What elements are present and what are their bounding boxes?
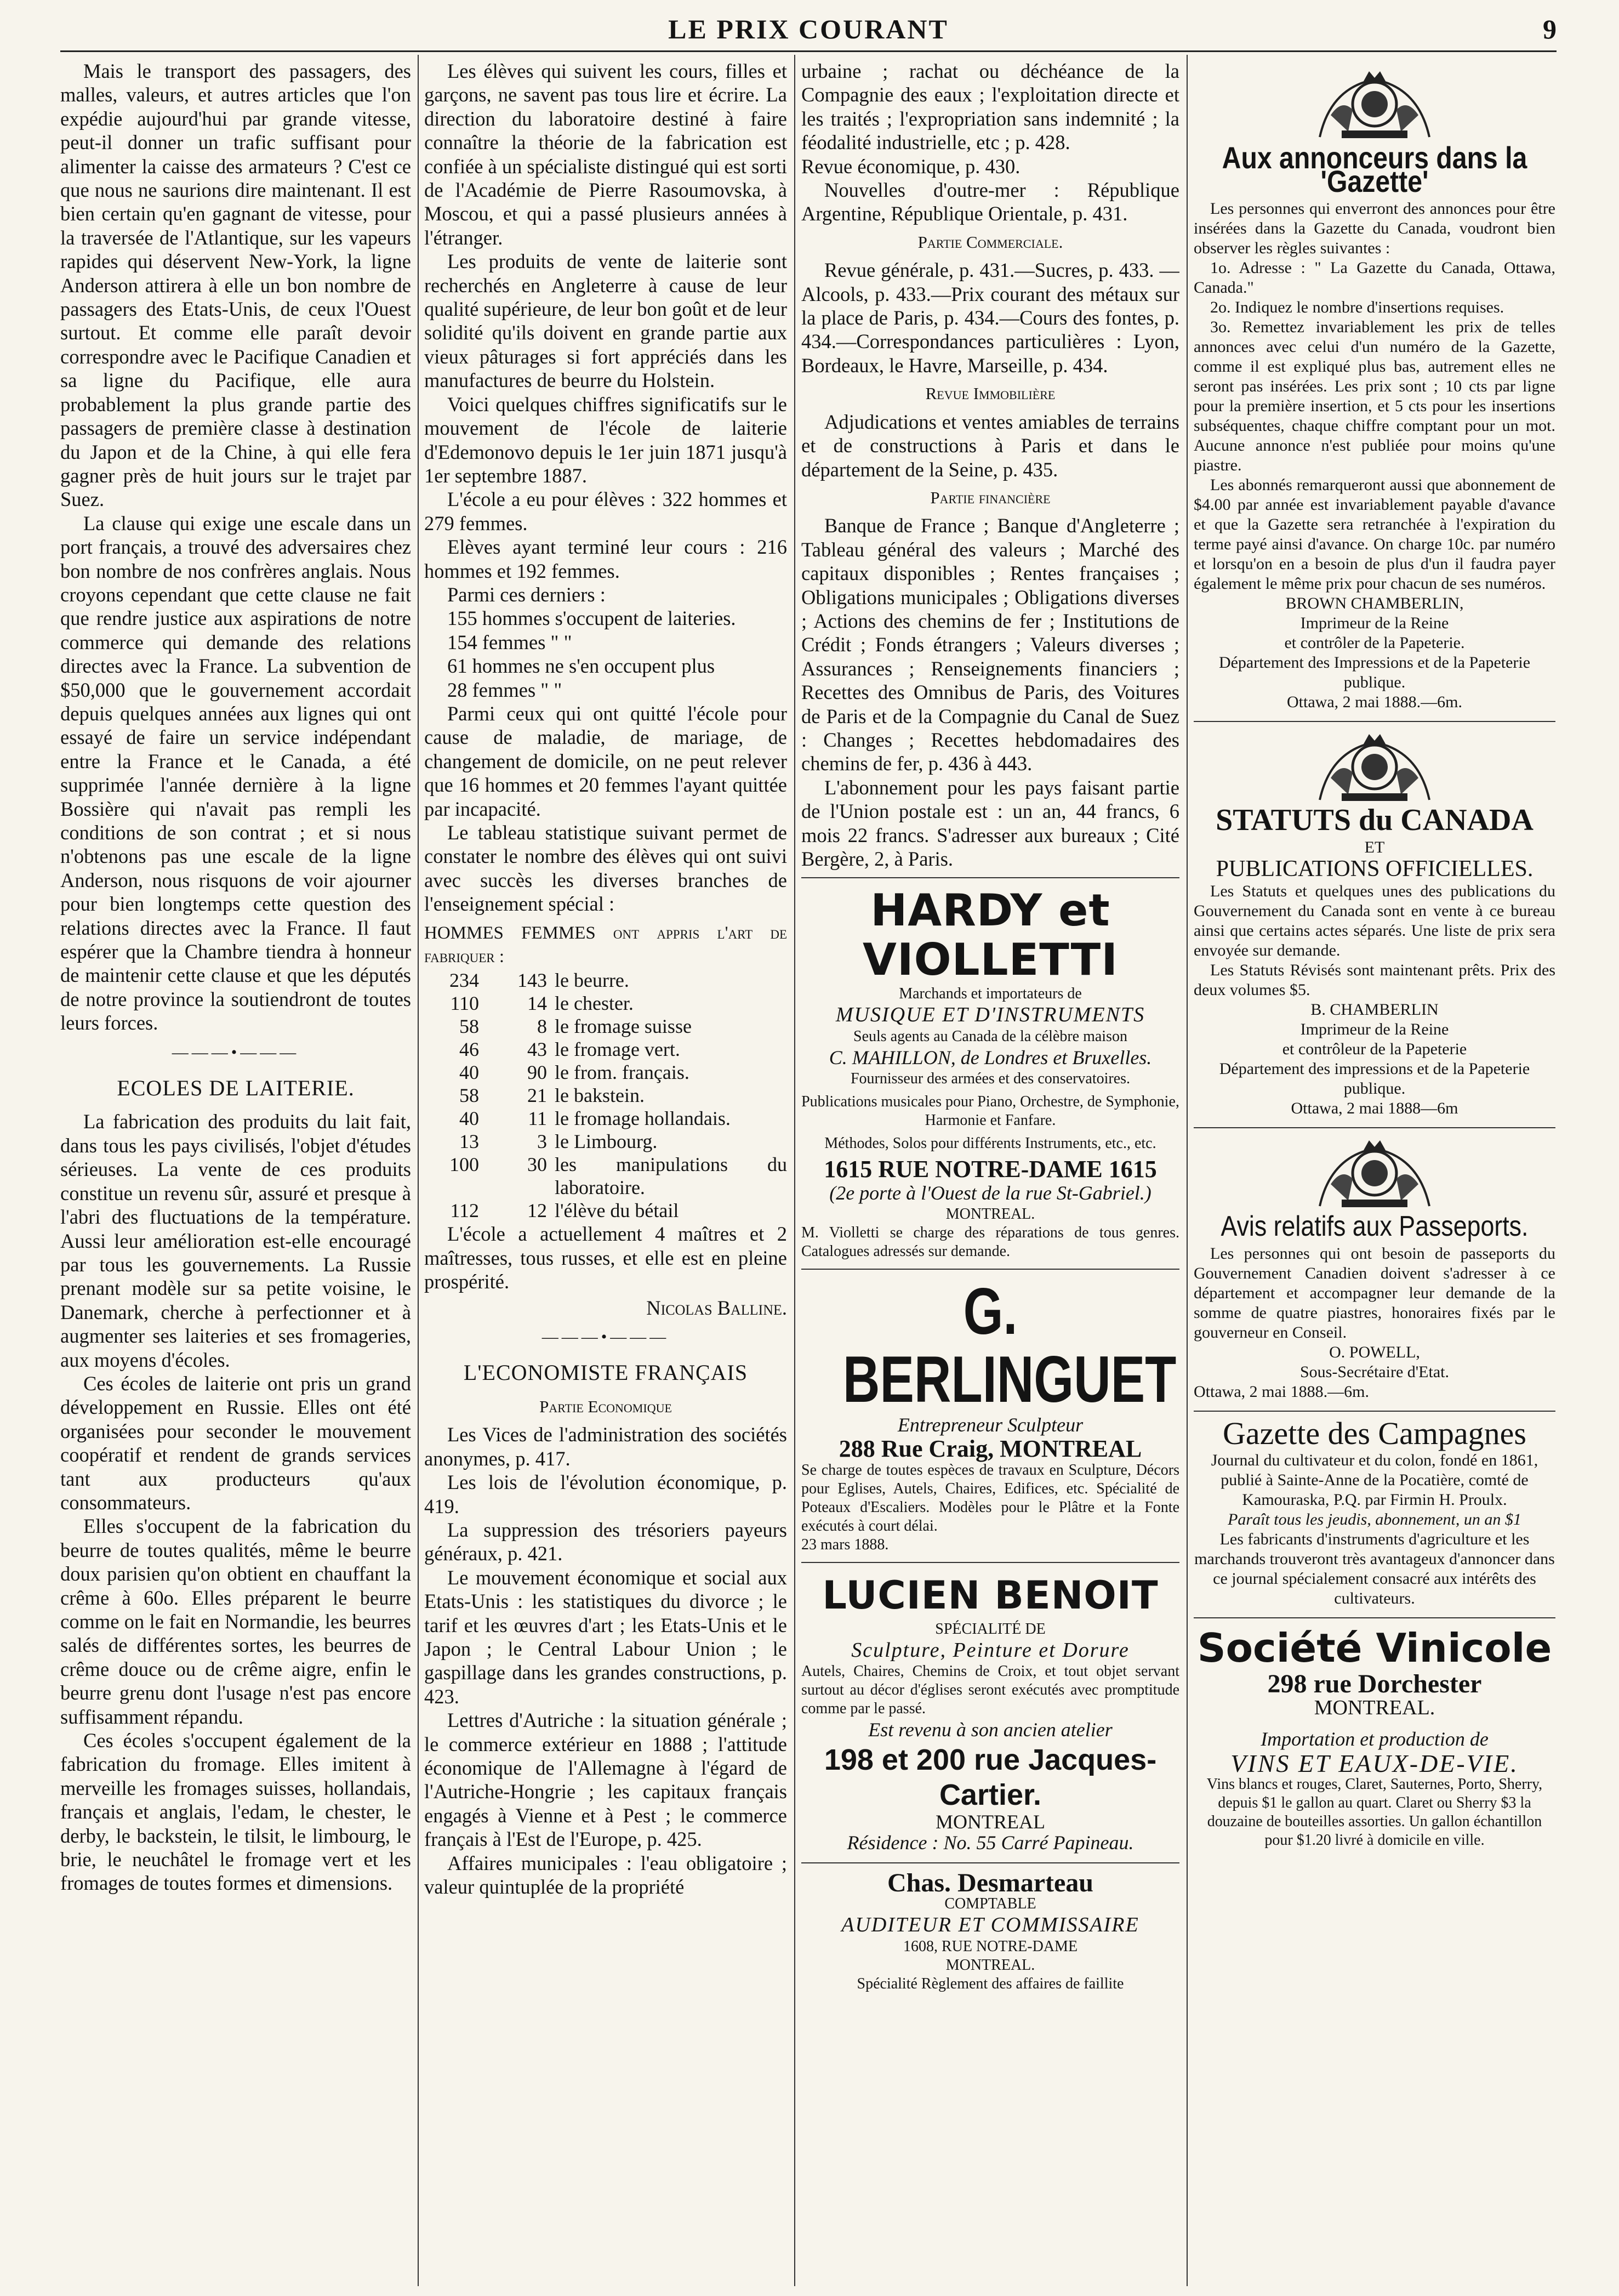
table-row [424, 1153, 787, 1199]
table-row [424, 1015, 787, 1038]
ad-text: Méthodes, Solos pour différents Instruments, etc., etc. [824, 1135, 1156, 1152]
article-paragraph: Les produits de vente de laiterie sont recherchés en Angleterre à cause de leur qualité supérieure, de leur bon goût et de leur solidité qu'ils doivent en grande partie aux vieux pâturages si fort appréciés dans les manufactures de beurre du Holstein. [424, 250, 787, 392]
ad-text: Autels, Chaires, Chemins de Croix, et tout objet servant surtout au décor d'églises seront exécutés avec promptitude comme par le passé. [801, 1663, 1179, 1718]
article-paragraph: Ces écoles s'occupent également de la fabrication du fromage. Elles imitent à merveille les fromages suisses, hollandais, français et anglais, l'edam, le chester, le derby, le backstein, le tilsit, le limbourg, le brie, le neuchâtel le fromage vert et les fromages de toutes formes et dimensions. [60, 1729, 411, 1895]
stat-line: 61 hommes ne s'en occupent plus [447, 655, 715, 678]
product-name: le Limbourg. [555, 1130, 658, 1153]
ad-hardy-violletti [801, 878, 1179, 1270]
ad-text: Résidence : No. 55 Carré Papineau. [847, 1831, 1134, 1854]
article-paragraph: Revue économique, p. 430. [801, 155, 1021, 178]
men-count: 40 [459, 1107, 479, 1130]
product-name: le fromage hollandais. [555, 1107, 731, 1130]
notice-rule: 1o. Adresse : " La Gazette du Canada, Ottawa, Canada." [1194, 258, 1555, 297]
product-name: le fromage suisse [555, 1015, 692, 1038]
list-item: Les Vices de l'administration des sociétés anonymes, p. 417. [424, 1423, 787, 1470]
ad-text: M. Violletti se charge des réparations de tous genres. Catalogues adressés sur demande. [801, 1224, 1179, 1260]
notice-subtitle: ET [1364, 838, 1385, 857]
column-rule [794, 55, 795, 2286]
list-item: Lettres d'Autriche : la situation générale ; le commerce extérieur en 1888 ; l'attitude économique de l'Allemagne à l'égard de l'Autriche-Hongrie ; les capitaux français engagés à Vienne et à Pest ; le commerce français à l'Est de l'Europe, p. 425. [424, 1709, 787, 1851]
subsection-title: Partie financière [930, 487, 1051, 507]
product-name: l'élève du bétail [555, 1200, 679, 1222]
ad-title: Société Vinicole [1197, 1625, 1552, 1672]
ad-text: Seuls agents au Canada de la célèbre maison [853, 1027, 1127, 1045]
product-name: les manipulations du laboratoire. [555, 1153, 787, 1199]
product-name: le from. français. [555, 1061, 689, 1084]
notice-date: Ottawa, 2 mai 1888.—6m. [1194, 1383, 1369, 1401]
article-paragraph: Nouvelles d'outre-mer : République Argentine, République Orientale, p. 431. [801, 179, 1179, 225]
ad-title: LUCIEN BENOIT [822, 1572, 1159, 1618]
article-paragraph: Adjudications et ventes amiables de terrains et de constructions à Paris et dans le département de la Seine, p. 435. [801, 410, 1179, 481]
article-paragraph: L'école a actuellement 4 maîtres et 2 maîtresses, tous russes, et elle est en pleine prospérité. [424, 1223, 787, 1293]
column-rule [418, 55, 419, 2286]
signature: O. POWELL, [1329, 1343, 1420, 1362]
ad-address: 1615 RUE NOTRE-DAME 1615 [824, 1156, 1157, 1183]
section-title: L'ECONOMISTE FRANÇAIS [463, 1360, 748, 1385]
notice-text: Les Statuts et quelques unes des publications du Gouvernement du Canada sont en vente à ce bureau ainsi que certains actes séparés. Une liste de prix sera envoyée sur demande. [1194, 882, 1555, 959]
article-paragraph: Le tableau statistique suivant permet de constater le nombre des élèves qui ont suivi avec succès les diverses branches de l'enseignement spécial : [424, 821, 787, 916]
article-paragraph: Voici quelques chiffres significatifs sur le mouvement de l'école de laiterie d'Edemonovo depuis le 1er juin 1871 jusqu'à 1er septembre 1887. [424, 393, 787, 487]
article-paragraph: Mais le transport des passagers, des malles, valeurs, et autres articles que l'on expédie aujourd'hui par grande vitesse, peut-il donner un trafic suffisant pour alimenter la caisse des armateurs ? C'est ce que nous ne saurions dire maintenant. Il est bien certain qu'en gagnant de vitesse, pour la traversée de l'Atlantique, sur les vapeurs rapides qui déservent New-York, la ligne Anderson attirera à elle un bon nombre de passagers des Etats-Unis, de ceux l'Ouest surtout. Et comme elle paraît devoir correspondre avec le Pacifique Canadien et sa ligne du Pacifique, elle aura probablement la plus grande partie des passagers de première classe à destination du Japon et de la Chine, à qui elle fera gagner près de huit jours sur le trajet par Suez. [60, 60, 411, 511]
ad-text: AUDITEUR ET COMMISSAIRE [841, 1913, 1139, 1937]
article-paragraph: Elles s'occupent de la fabrication du beurre de toutes qualités, même le beurre doux parisien qu'on obtient en chauffant la crême à 60o. Elles préparent le beurre comme on le fait en Normandie, les beurres salés de différentes sortes, les beurres de crême douce ou de crême aigre, enfin le beurre grenu dont l'usage n'est pas encore suffisamment répandu. [60, 1515, 411, 1728]
column-2 [424, 59, 787, 2285]
article-paragraph: Les élèves qui suivent les cours, filles et garçons, ne savent pas tous lire et écrire. La direction du laboratoire destiné à faire connaître la théorie de la fabrication est confiée à un spécialiste distingué qui est sorti de l'Académie de Pierre Rasoumovska, à Moscou, et qui a passé plusieurs années à l'étranger. [424, 60, 787, 249]
notice-text: Les personnes qui ont besoin de passeports du Gouvernement Canadien doivent s'adresser à ce département et accompagner leur demande de la somme de quatre piastres, honoraires fixés par le gouverneur en Conseil. [1194, 1244, 1555, 1342]
ad-title: G. BERLINGUET [842, 1275, 1177, 1417]
ad-text: Entrepreneur Sculpteur [897, 1414, 1084, 1436]
ad-text: Publications musicales pour Piano, Orchestre, de Symphonie, Harmonie et Fanfare. [801, 1093, 1179, 1129]
ad-text: Sculpture, Peinture et Dorure [851, 1638, 1130, 1662]
article-paragraph: urbaine ; rachat ou déchéance de la Compagnie des eaux ; l'exploitation directe et les traités ; l'expropriation sans indemnité ; la féodalité industrielle, etc ; p. 428. [801, 60, 1179, 154]
ad-text: VINS ET EAUX-DE-VIE. [1230, 1749, 1519, 1777]
table-row [424, 1061, 787, 1084]
article-paragraph: La clause qui exige une escale dans un port français, a trouvé des adversaires chez bon nombre de nos confrères anglais. Nous croyons cependant que cette clause ne fait que rendre justice aux aspirations de notre commerce qui demande des relations directes avec la France. La subvention de $50,000 que le gouvernement accordait depuis quelques années aux lignes qui ont essayé de faire un service indépendant entre la France et le Canada, a été supprimée l'année dernière à la ligne Bossière qui n'avait pas rempli les conditions de son contrat ; et si nous n'obtenons pas une escale de la ligne Anderson, nous risquons de voir ajourner pour bien longtemps cette question des relations directes avec la France. Il faut espérer que la Chambre tiendra à honneur de maintenir cette clause et que les députés de notre province la soutiendront de toutes leurs forces. [60, 512, 411, 1035]
article-paragraph: Banque de France ; Banque d'Angleterre ; Tableau général des valeurs ; Marché des capitaux disponibles ; Rentes françaises ; Obligations municipales ; Obligations diverses ; Actions des chemins de fer ; Institutions de Crédit ; Fonds étrangers ; Valeurs diverses ; Assurances ; Renseignements financiers ; Recettes des Omnibus de Paris, des Voitures de Paris et de la Compagnie du Canal de Suez : Changes ; Recettes hebdomadaires des chemins de fer, p. 436 à 443. [801, 514, 1179, 775]
women-count: 11 [528, 1107, 547, 1130]
men-count: 58 [459, 1084, 479, 1107]
article-paragraph: Revue générale, p. 431.—Sucres, p. 433. —Alcools, p. 433.—Prix courant des métaux sur la place de Paris, p. 434.—Cours des fontes, p. 434.—Correspondances particulières : Lyon, Bordeaux, le Havre, Marseille, p. 434. [801, 259, 1179, 377]
article-paragraph: Parmi ceux qui ont quitté l'école pour cause de maladie, de mariage, de changement de domicile, on ne peut relever que 16 hommes et 20 femmes l'ayant quittée par incapacité. [424, 702, 787, 820]
list-item: Affaires municipales : l'eau obligatoire ; valeur quintuplée de la propriété [424, 1851, 787, 1898]
stat-line: 28 femmes " " [447, 678, 562, 701]
stat-line: 154 femmes " " [447, 630, 572, 653]
women-count: 30 [527, 1153, 547, 1176]
ad-berlinguet [801, 1270, 1179, 1563]
table-row [424, 1084, 787, 1107]
ad-text: (2e porte à l'Ouest de la rue St-Gabriel.) [829, 1181, 1151, 1204]
subsection-title: Partie Economique [539, 1396, 672, 1416]
ad-address: 1608, RUE NOTRE-DAME [903, 1937, 1078, 1955]
article-paragraph: Elèves ayant terminé leur cours : 216 hommes et 192 femmes. [424, 536, 787, 582]
ad-text: Journal du cultivateur et du colon, fondé en 1861, publié à Sainte-Anne de la Pocatière, comté de Kamouraska, P.Q. par Firmin H. Proulx. [1211, 1451, 1538, 1509]
gazette-notice [1194, 59, 1555, 722]
royal-coat-of-arms-icon [1309, 1135, 1440, 1212]
ad-address: 298 rue Dorchester [1267, 1669, 1482, 1699]
ad-text: Vins blancs et rouges, Claret, Sauternes, Porto, Sherry, depuis $1 le gallon au quart. Claret ou Sherry $3 la douzaine de bouteilles assorties. Un gallon échantillon pour $1.20 livré à domicile en ville. [1206, 1776, 1543, 1849]
ad-desmarteau [801, 1863, 1179, 2001]
royal-coat-of-arms-icon [1309, 729, 1440, 805]
column-1 [60, 59, 411, 2285]
product-name: le chester. [555, 992, 634, 1015]
subsection-title: Partie Commerciale. [917, 232, 1063, 252]
ad-text: SPÉCIALITÉ DE [935, 1620, 1046, 1638]
ad-text: Paraît tous les jeudis, abonnement, un an $1 [1228, 1510, 1521, 1529]
women-count: 8 [537, 1015, 547, 1038]
notice-title: Avis relatifs aux Passeports. [1221, 1210, 1529, 1242]
ad-text: Fournisseur des armées et des conservatoires. [850, 1070, 1131, 1088]
column-4 [1194, 59, 1555, 2285]
table-row [424, 1107, 787, 1130]
page-number: 9 [1543, 14, 1557, 44]
ad-text: C. MAHILLON, de Londres et Bruxelles. [829, 1046, 1152, 1069]
product-name: le fromage vert. [555, 1038, 680, 1061]
signature-title: Sous-Secrétaire d'Etat. [1300, 1363, 1449, 1382]
men-count: 100 [449, 1153, 479, 1176]
article-paragraph: L'école a eu pour élèves : 322 hommes et 279 femmes. [424, 488, 787, 535]
societe-vinicole-ad [1194, 1618, 1555, 1850]
women-count: 143 [517, 969, 547, 992]
signature-title: Département des Impressions et de la Papeterie publique. [1218, 653, 1531, 691]
page-title: LE PRIX COURANT [668, 14, 949, 44]
signature: Nicolas Balline. [646, 1296, 787, 1319]
product-name: le bakstein. [555, 1084, 645, 1107]
column-rule [1187, 55, 1188, 2286]
stat-table [424, 969, 787, 1222]
men-count: 110 [450, 992, 479, 1015]
article-paragraph: La fabrication des produits du lait fait, dans tous les pays civilisés, l'objet d'études sérieuses. La vente de ces produits constitue un revenu sûr, assuré et presque à l'abri des fluctuations de la température. Aussi leur amélioration est-elle encouragé par tous les gouvernements. La Russie prenant modèle sur sa petite voisine, le Danemark, cherche à perfectionner et à augmenter ses laiteries et ses fromageries, aux moyens d'écoles. [60, 1110, 411, 1371]
ornament-divider: ———•——— [541, 1328, 670, 1346]
notice-rule: 3o. Remettez invariablement les prix de telles annonces avec celui d'un numéro de la Gazette, comme il est expliqué plus bas, autrement elles ne seront pas insérées. Les prix sont ; 10 cts par ligne pour la première insertion, et 5 cts pour les insertions subséquentes, chaque chiffre comptant pour un mot. Aucune annonce n'est publiée pour moins qu'une piastre. [1194, 317, 1555, 474]
royal-coat-of-arms-icon [1309, 66, 1440, 143]
column-3 [801, 59, 1179, 2285]
table-row [424, 992, 787, 1015]
ad-text: MUSIQUE ET D'INSTRUMENTS [835, 1003, 1145, 1027]
ad-lucien-benoit [801, 1563, 1179, 1863]
women-count: 3 [537, 1130, 547, 1153]
notice-rule: Les abonnés remarqueront aussi que abonnement de $4.00 par année est invariablement payable d'avance et que la Gazette sera retranchée à l'expiration du terme payé ainsi d'avance. On charge 10c. par numéro et lorsqu'on en a besoin de plus d'un il faudra payer également le même prix pour chacun de ses numéros. [1194, 475, 1555, 593]
table-header: HOMMES FEMMES ont appris l'art de fabriquer : [424, 923, 787, 967]
men-count: 13 [459, 1130, 479, 1153]
product-name: le beurre. [555, 969, 629, 992]
ad-date: 23 mars 1888. [801, 1536, 889, 1553]
list-item: Les lois de l'évolution économique, p. 419. [424, 1471, 787, 1518]
table-row [424, 969, 787, 992]
subsection-title: Revue Immobilière [925, 384, 1056, 403]
women-count: 12 [527, 1200, 547, 1222]
men-count: 58 [459, 1015, 479, 1038]
ad-city: MONTREAL [936, 1810, 1045, 1833]
ad-text: Est revenu à son ancien atelier [868, 1719, 1113, 1741]
ad-text: COMPTABLE [944, 1895, 1036, 1913]
signature-title: et contrôleur de la Papeterie [1282, 1039, 1467, 1058]
ad-city: MONTREAL. [945, 1206, 1035, 1223]
ad-text: Importation et production de [1261, 1728, 1489, 1751]
women-count: 43 [527, 1038, 547, 1061]
article-paragraph: L'abonnement pour les pays faisant partie de l'Union postale est : un an, 44 francs, 6 mois 22 francs. S'adresser aux bureaux ; Cité Bergère, 2, à Paris. [801, 776, 1179, 879]
ad-title: HARDY et VIOLLETTI [862, 885, 1119, 986]
notice-title: STATUTS du CANADA [1216, 803, 1534, 837]
table-row [424, 1199, 787, 1222]
ad-text: Spécialité Règlement des affaires de faillite [857, 1975, 1124, 1992]
notice-rule: 2o. Indiquez le nombre d'insertions requises. [1210, 298, 1504, 316]
section-title: ECOLES DE LAITERIE. [117, 1076, 355, 1101]
stat-line: 155 hommes s'occupent de laiteries. [447, 607, 736, 630]
notice-text: Les personnes qui enverront des annonces pour être insérées dans la Gazette du Canada, voudront bien observer les règles suivantes : [1194, 199, 1555, 257]
page-header [60, 10, 1557, 52]
ad-title: Chas. Desmarteau [887, 1868, 1093, 1898]
table-row [424, 1038, 787, 1061]
notice-text: Les Statuts Révisés sont maintenant prêts. Prix des deux volumes $5. [1194, 961, 1555, 999]
table-row [424, 1130, 787, 1153]
men-count: 234 [449, 969, 479, 992]
men-count: 112 [450, 1200, 479, 1222]
ad-text: Les fabricants d'instruments d'agriculture et les marchands trouveront très avantageux d'annoncer dans ce journal spécialement consacré aux intérêts des cultivateurs. [1194, 1530, 1555, 1608]
ad-city: MONTREAL. [945, 1956, 1035, 1974]
notice-subtitle: PUBLICATIONS OFFICIELLES. [1216, 856, 1534, 882]
ornament-divider: ———•——— [172, 1043, 300, 1061]
ad-address: 198 et 200 rue Jacques-Cartier. [824, 1743, 1157, 1811]
signature-title: Imprimeur de la Reine [1300, 613, 1449, 632]
ad-text: Marchands et importateurs de [899, 985, 1082, 1003]
article-paragraph: Parmi ces derniers : [447, 583, 606, 606]
notice-title: Aux annonceurs dans la 'Gazette' [1222, 140, 1527, 199]
article-paragraph: Ces écoles de laiterie ont pris un grand développement en Russie. Elles ont été organisées pour seconder le mouvement coopératif et rendent de grands services tant aux producteurs qu'aux consommateurs. [60, 1372, 411, 1514]
list-item: La suppression des trésoriers payeurs généraux, p. 421. [424, 1518, 787, 1565]
signature: BROWN CHAMBERLIN, [1285, 594, 1464, 612]
statuts-notice [1194, 722, 1555, 1128]
signature-title: et contrôler de la Papeterie. [1284, 633, 1465, 652]
ad-city: MONTREAL. [1314, 1696, 1435, 1719]
women-count: 90 [527, 1061, 547, 1084]
notice-date: Ottawa, 2 mai 1888—6m [1291, 1099, 1458, 1117]
list-item: Le mouvement économique et social aux Etats-Unis : les statistiques du divorce ; le tarif et les œuvres d'art ; les Etats-Unis et le Japon ; le Central Labour Union ; le gaspillage dans les grandes constructions, p. 423. [424, 1566, 787, 1708]
ad-address: 288 Rue Craig, MONTREAL [839, 1435, 1142, 1463]
ad-text: Se charge de toutes espèces de travaux en Sculpture, Décors pour Eglises, Autels, Chaires, Edifices, etc. Spécialité de Poteaux d'Escaliers. Modèles pour le Plâtre et la Fonte exécutés à court délai. [801, 1461, 1179, 1535]
men-count: 40 [459, 1061, 479, 1084]
signature-title: Département des impressions et de la Papeterie publique. [1219, 1059, 1530, 1098]
passeports-notice [1194, 1128, 1555, 1412]
ad-title: Gazette des Campagnes [1222, 1416, 1526, 1452]
women-count: 14 [527, 992, 547, 1015]
notice-date: Ottawa, 2 mai 1888.—6m. [1287, 692, 1462, 711]
gazette-campagnes-ad [1194, 1412, 1555, 1618]
signature: B. CHAMBERLIN [1310, 1000, 1439, 1019]
women-count: 21 [527, 1084, 547, 1107]
men-count: 46 [459, 1038, 479, 1061]
signature-title: Imprimeur de la Reine [1300, 1020, 1449, 1038]
